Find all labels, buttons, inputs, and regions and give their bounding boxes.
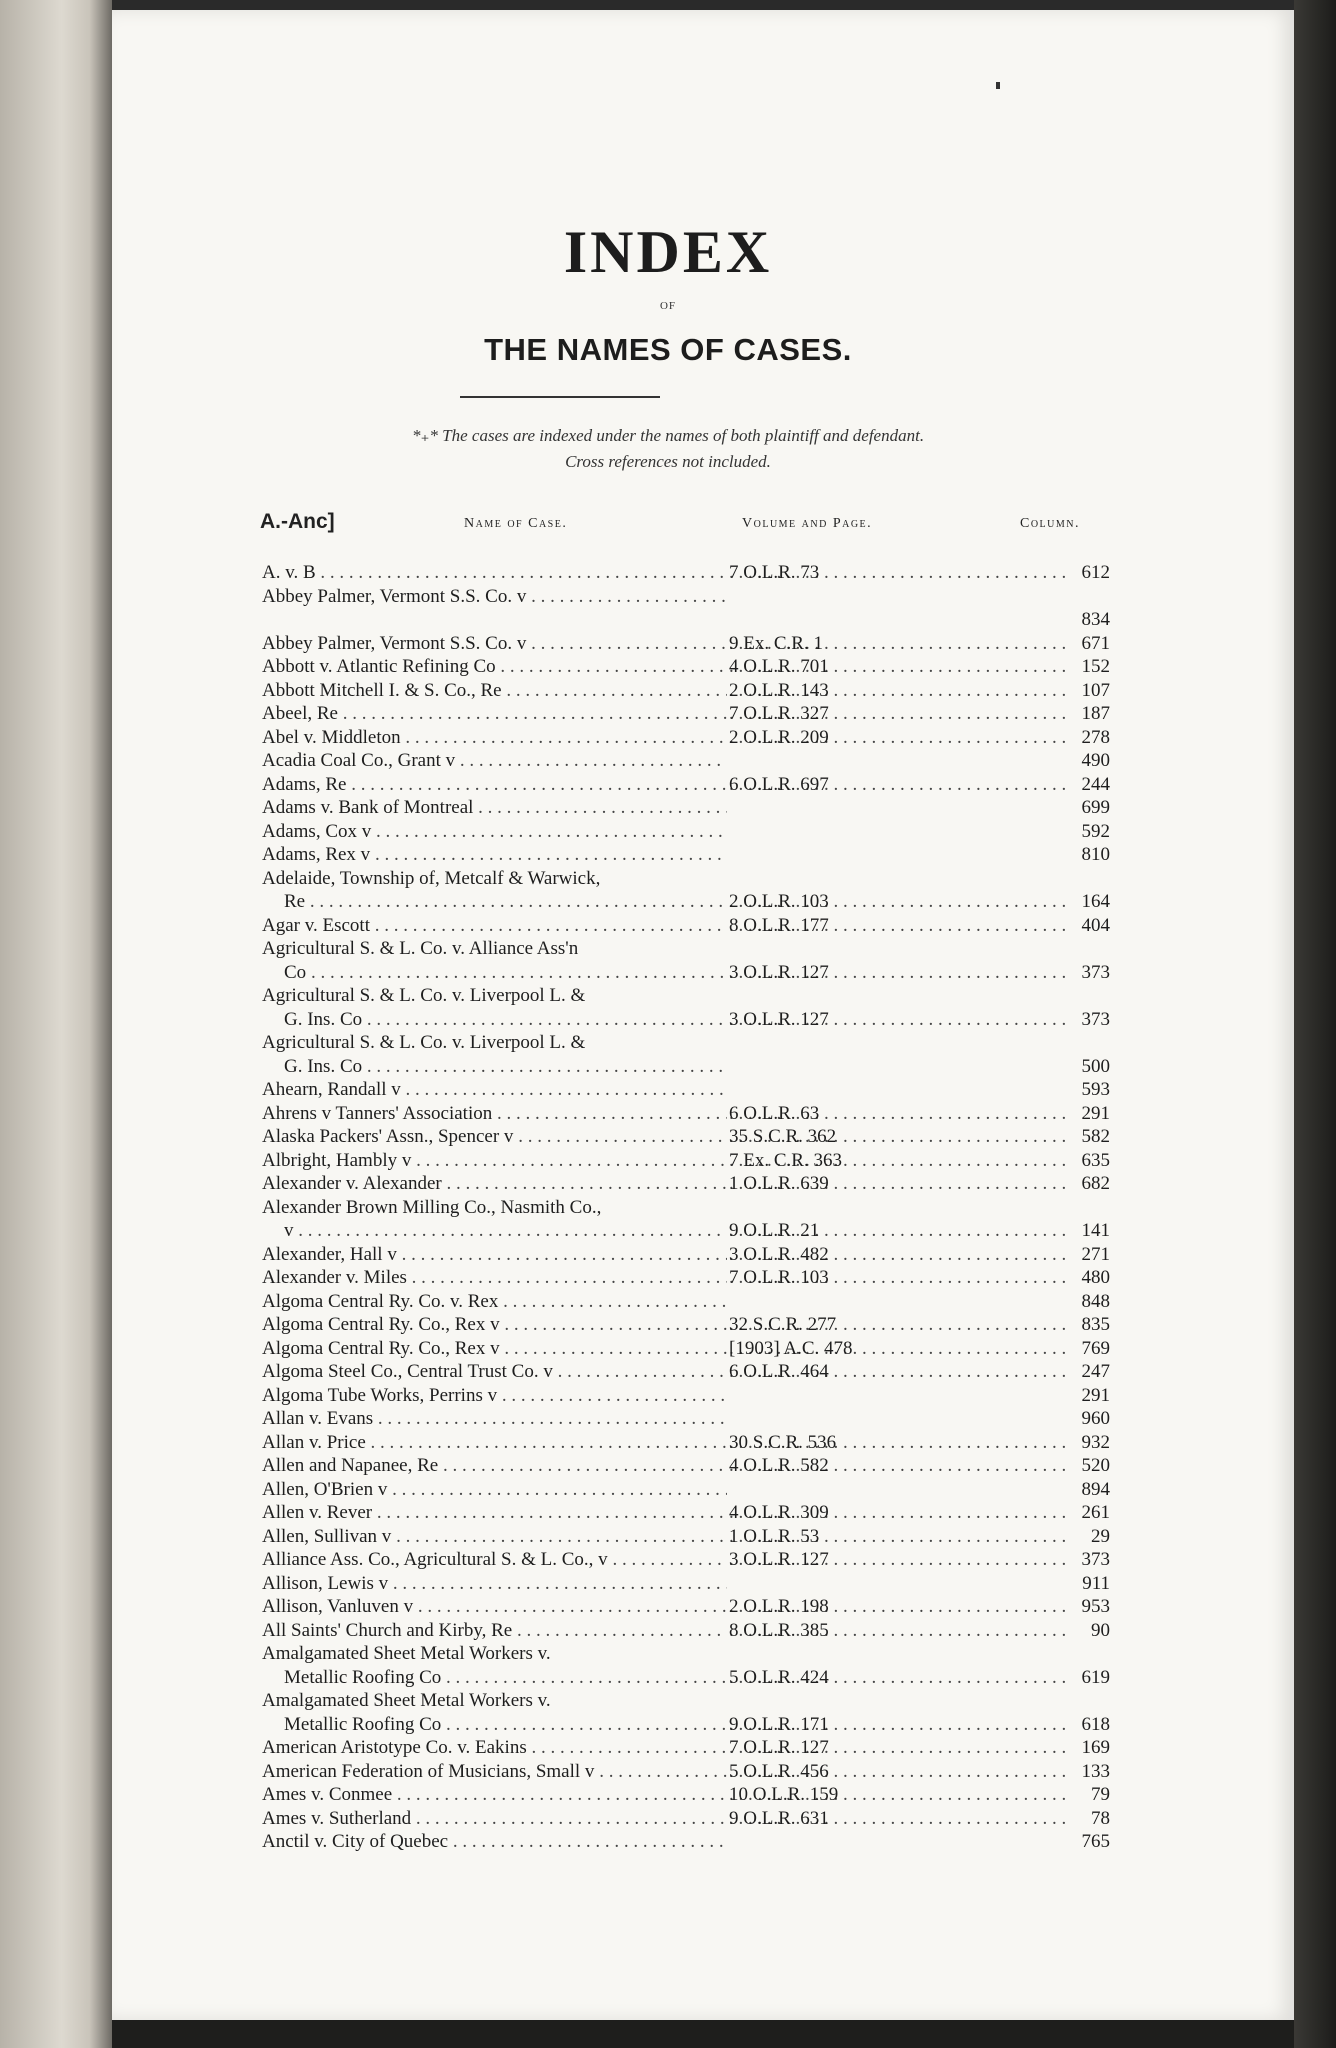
case-name: Ames v. Sutherland . . . xyxy=(262,1807,727,1831)
case-name: v . . . xyxy=(284,1219,727,1243)
column-number: 932 xyxy=(1081,1431,1110,1453)
index-entry xyxy=(0,1760,1336,1784)
volume-ref: 35 S.C.R. 362 xyxy=(729,1126,837,1147)
note-line-2: Cross references not included. xyxy=(565,452,771,471)
case-name: Agricultural S. & L. Co. v. Liverpool L. & xyxy=(262,1032,586,1053)
index-entry xyxy=(0,1008,1336,1032)
index-entry xyxy=(0,1078,1336,1102)
index-entry xyxy=(0,1055,1336,1079)
case-name: Alexander Brown Milling Co., Nasmith Co., xyxy=(262,1196,602,1218)
volume-ref: 3 O.L.R. 127 xyxy=(729,1008,829,1030)
index-entry xyxy=(0,1736,1336,1760)
page-edge-bottom xyxy=(112,2020,1294,2048)
volume-ref: 6 O.L.R. 63 xyxy=(729,1102,820,1124)
index-entry xyxy=(0,1807,1336,1831)
volume-ref: 30 S.C.R. 536 xyxy=(729,1431,837,1453)
index-entry xyxy=(0,1407,1336,1431)
case-name: Alexander v. Alexander . . . xyxy=(262,1172,727,1196)
column-number: 271 xyxy=(1081,1243,1110,1265)
case-name: Agar v. Escott . . . xyxy=(262,914,727,938)
index-entry xyxy=(0,679,1336,703)
case-name: Allan v. Evans . . . xyxy=(262,1407,727,1431)
column-number: 278 xyxy=(1081,726,1110,748)
volume-and-page xyxy=(729,890,1069,914)
index-entry xyxy=(0,726,1336,750)
case-name: Adams, Rex v . . . xyxy=(262,843,727,867)
column-number: 247 xyxy=(1081,1361,1110,1382)
column-number: 107 xyxy=(1081,679,1110,701)
volume-and-page xyxy=(729,1619,1069,1643)
case-name: Ahearn, Randall v . . . xyxy=(262,1078,727,1102)
case-name: Adams v. Bank of Montreal . . . xyxy=(262,796,727,820)
case-name: American Aristotype Co. v. Eakins . . . xyxy=(262,1736,727,1760)
volume-and-page xyxy=(729,1501,1069,1525)
index-entry xyxy=(0,843,1336,867)
column-number: 291 xyxy=(1081,1102,1110,1124)
index-entry xyxy=(0,1454,1336,1478)
volume-ref: 32 S.C.R. 277 xyxy=(729,1314,837,1335)
column-number: 618 xyxy=(1081,1713,1110,1735)
volume-and-page xyxy=(729,1760,1069,1784)
volume-ref: 2 O.L.R. 209 xyxy=(729,726,829,748)
volume-ref: 4 O.L.R. 309 xyxy=(729,1502,829,1523)
volume-ref: 9 Ex. C.R. 1 xyxy=(729,632,823,654)
index-entry xyxy=(0,1102,1336,1126)
index-entry xyxy=(0,1290,1336,1314)
index-entry xyxy=(0,937,1336,961)
case-name: All Saints' Church and Kirby, Re . . . xyxy=(262,1619,727,1643)
index-entry xyxy=(0,1642,1336,1666)
volume-and-page xyxy=(729,1360,1069,1384)
volume-and-page xyxy=(729,726,1069,750)
title-rule xyxy=(460,396,660,398)
index-entry xyxy=(0,1125,1336,1149)
case-name: G. Ins. Co . . . xyxy=(284,1008,727,1032)
volume-ref: [1903] A.C. 478 xyxy=(729,1337,853,1359)
column-number: 261 xyxy=(1081,1502,1110,1523)
volume-and-page xyxy=(729,1125,1069,1149)
header-name-of-case: Name of Case. xyxy=(464,516,568,531)
case-name: Adelaide, Township of, Metcalf & Warwick, xyxy=(262,867,601,889)
column-number: 582 xyxy=(1081,1126,1110,1147)
volume-ref: 8 O.L.R. 385 xyxy=(729,1619,829,1641)
volume-and-page xyxy=(729,1313,1069,1337)
index-entry xyxy=(0,1172,1336,1196)
index-entry xyxy=(0,1572,1336,1596)
index-entry xyxy=(0,655,1336,679)
case-name: Ahrens v Tanners' Association . . . xyxy=(262,1102,727,1126)
case-name: Adams, Re . . . xyxy=(262,773,727,797)
case-name: Abbey Palmer, Vermont S.S. Co. v . . . xyxy=(262,632,727,656)
volume-ref: 9 O.L.R. 21 xyxy=(729,1220,820,1241)
column-number: 520 xyxy=(1081,1455,1110,1476)
case-name: Abbey Palmer, Vermont S.S. Co. v . . . xyxy=(262,585,727,609)
case-name: Re . . . xyxy=(284,890,727,914)
volume-ref: 9 O.L.R. 171 xyxy=(729,1713,829,1735)
case-name: Metallic Roofing Co . . . xyxy=(284,1713,727,1737)
column-number: 835 xyxy=(1081,1314,1110,1335)
volume-and-page xyxy=(729,655,1069,679)
case-name: Allen, Sullivan v . . . xyxy=(262,1525,727,1549)
index-entry xyxy=(0,702,1336,726)
index-entry xyxy=(0,1689,1336,1713)
case-index-list xyxy=(0,561,1336,1854)
index-entry xyxy=(0,1525,1336,1549)
index-entry xyxy=(0,1243,1336,1267)
column-number: 90 xyxy=(1091,1619,1110,1641)
case-name: Abeel, Re . . . xyxy=(262,702,727,726)
index-entry xyxy=(0,890,1336,914)
column-number: 78 xyxy=(1091,1807,1110,1829)
index-entry xyxy=(0,984,1336,1008)
column-number: 373 xyxy=(1081,1549,1110,1570)
volume-and-page xyxy=(729,1666,1069,1690)
volume-and-page xyxy=(729,1008,1069,1032)
column-number: 500 xyxy=(1081,1055,1110,1077)
column-number: 671 xyxy=(1081,632,1110,654)
column-number: 682 xyxy=(1081,1173,1110,1194)
volume-ref: 7 Ex. C.R. 363 xyxy=(729,1149,842,1171)
index-entry xyxy=(0,585,1336,609)
case-name: Amalgamated Sheet Metal Workers v. xyxy=(262,1690,551,1711)
column-number: 480 xyxy=(1081,1267,1110,1288)
volume-and-page xyxy=(729,1548,1069,1572)
case-name: Alaska Packers' Assn., Spencer v . . . xyxy=(262,1125,727,1149)
case-name: Algoma Steel Co., Central Trust Co. v . . . xyxy=(262,1360,727,1384)
case-name: Albright, Hambly v . . . xyxy=(262,1149,727,1173)
volume-and-page xyxy=(729,961,1069,985)
index-entry xyxy=(0,749,1336,773)
case-name: Allen, O'Brien v . . . xyxy=(262,1478,727,1502)
case-name: Acadia Coal Co., Grant v . . . xyxy=(262,749,727,773)
case-name: Adams, Cox v . . . xyxy=(262,820,727,844)
index-entry xyxy=(0,1219,1336,1243)
volume-ref: 3 O.L.R. 482 xyxy=(729,1243,829,1265)
column-number: 244 xyxy=(1081,773,1110,795)
case-name: Allen and Napanee, Re . . . xyxy=(262,1454,727,1478)
column-number: 404 xyxy=(1081,914,1110,936)
volume-ref: 7 O.L.R. 127 xyxy=(729,1737,829,1758)
volume-ref: 7 O.L.R. 103 xyxy=(729,1267,829,1288)
case-name: G. Ins. Co . . . xyxy=(284,1055,727,1079)
column-number: 133 xyxy=(1081,1760,1110,1782)
case-name: Allison, Vanluven v . . . xyxy=(262,1595,727,1619)
index-entry xyxy=(0,1548,1336,1572)
column-number: 894 xyxy=(1081,1478,1110,1500)
volume-and-page xyxy=(729,1172,1069,1196)
column-number: 960 xyxy=(1081,1408,1110,1429)
index-note xyxy=(0,423,1336,475)
index-entry xyxy=(0,1478,1336,1502)
case-name: Abbott v. Atlantic Refining Co . . . xyxy=(262,655,727,679)
column-number: 187 xyxy=(1081,703,1110,724)
column-number: 699 xyxy=(1081,797,1110,818)
index-entry xyxy=(0,1031,1336,1055)
volume-ref: 2 O.L.R. 198 xyxy=(729,1596,829,1617)
column-number: 619 xyxy=(1081,1666,1110,1688)
case-name: Ames v. Conmee . . . xyxy=(262,1783,727,1807)
volume-ref: 10 O.L.R. 159 xyxy=(729,1784,839,1805)
index-entry xyxy=(0,914,1336,938)
index-entry xyxy=(0,867,1336,891)
column-number: 593 xyxy=(1081,1079,1110,1100)
note-line-1: *₊* The cases are indexed under the names of both plaintiff and defendant. xyxy=(411,426,925,445)
case-name: Alexander, Hall v . . . xyxy=(262,1243,727,1267)
index-entry xyxy=(0,1595,1336,1619)
index-entry xyxy=(0,632,1336,656)
case-name: Alliance Ass. Co., Agricultural S. & L. Co., v . . . xyxy=(262,1548,727,1572)
volume-and-page xyxy=(729,1102,1069,1126)
volume-ref: 7 O.L.R. 327 xyxy=(729,703,829,724)
volume-and-page xyxy=(729,1266,1069,1290)
index-entry xyxy=(0,1196,1336,1220)
header-volume-and-page: Volume and Page. xyxy=(742,516,873,531)
column-number: 911 xyxy=(1082,1572,1110,1594)
volume-and-page xyxy=(729,1736,1069,1760)
volume-and-page xyxy=(729,632,1069,656)
volume-and-page xyxy=(729,1243,1069,1267)
column-number: 612 xyxy=(1081,562,1110,583)
index-entry xyxy=(0,1666,1336,1690)
ink-speck xyxy=(996,82,1000,89)
volume-and-page xyxy=(729,1337,1069,1361)
case-name: Agricultural S. & L. Co. v. Alliance Ass'n xyxy=(262,938,579,959)
volume-ref: 5 O.L.R. 424 xyxy=(729,1666,829,1688)
column-number: 29 xyxy=(1091,1525,1110,1547)
volume-ref: 4 O.L.R. 701 xyxy=(729,656,829,677)
index-entry xyxy=(0,1783,1336,1807)
case-name: Algoma Central Ry. Co., Rex v . . . xyxy=(262,1313,727,1337)
case-name: Allison, Lewis v . . . xyxy=(262,1572,727,1596)
case-name: Amalgamated Sheet Metal Workers v. xyxy=(262,1643,551,1664)
column-number: 169 xyxy=(1081,1737,1110,1758)
column-number: 953 xyxy=(1081,1596,1110,1617)
case-name: Co . . . xyxy=(284,961,727,985)
volume-ref: 5 O.L.R. 456 xyxy=(729,1760,829,1782)
volume-and-page xyxy=(729,1431,1069,1455)
index-entry xyxy=(0,561,1336,585)
case-name: Algoma Central Ry. Co., Rex v . . . xyxy=(262,1337,727,1361)
case-name: Alexander v. Miles . . . xyxy=(262,1266,727,1290)
index-entry xyxy=(0,961,1336,985)
volume-and-page xyxy=(729,1454,1069,1478)
volume-ref: 6 O.L.R. 464 xyxy=(729,1361,829,1382)
volume-ref: 1 O.L.R. 53 xyxy=(729,1525,820,1547)
index-entry xyxy=(0,1149,1336,1173)
volume-and-page xyxy=(729,1713,1069,1737)
case-name: Abbott Mitchell I. & S. Co., Re . . . xyxy=(262,679,727,703)
case-name: A. v. B . . . xyxy=(262,561,727,585)
column-headers xyxy=(148,510,1128,540)
case-name: Metallic Roofing Co . . . xyxy=(284,1666,727,1690)
volume-ref: 3 O.L.R. 127 xyxy=(729,1549,829,1570)
volume-ref: 2 O.L.R. 143 xyxy=(729,679,829,701)
volume-ref: 9 O.L.R. 631 xyxy=(729,1807,829,1829)
volume-ref: 1 O.L.R. 639 xyxy=(729,1173,829,1194)
index-entry xyxy=(0,1830,1336,1854)
case-name: Algoma Central Ry. Co. v. Rex . . . xyxy=(262,1290,727,1314)
volume-and-page xyxy=(729,561,1069,585)
index-entry xyxy=(0,1431,1336,1455)
index-entry xyxy=(0,796,1336,820)
volume-and-page xyxy=(729,1595,1069,1619)
case-name: American Federation of Musicians, Small v . . . xyxy=(262,1760,727,1784)
volume-and-page xyxy=(729,1219,1069,1243)
volume-and-page xyxy=(729,679,1069,703)
index-entry xyxy=(0,1501,1336,1525)
volume-and-page xyxy=(729,914,1069,938)
index-entry xyxy=(0,1619,1336,1643)
volume-ref: 2 O.L.R. 103 xyxy=(729,891,829,912)
index-entry xyxy=(0,1713,1336,1737)
column-number: 373 xyxy=(1081,1008,1110,1030)
column-number: 141 xyxy=(1081,1220,1110,1241)
column-number: 769 xyxy=(1081,1337,1110,1359)
volume-ref: 4 O.L.R. 582 xyxy=(729,1455,829,1476)
header-column: Column. xyxy=(1020,516,1081,531)
index-entry xyxy=(0,1360,1336,1384)
column-number: 79 xyxy=(1091,1784,1110,1805)
case-name: Abel v. Middleton . . . xyxy=(262,726,727,750)
index-entry xyxy=(0,820,1336,844)
page-subtitle: THE NAMES OF CASES. xyxy=(484,332,852,367)
volume-and-page xyxy=(729,702,1069,726)
column-number: 848 xyxy=(1081,1290,1110,1312)
column-number: 834 xyxy=(1081,609,1110,630)
column-number: 164 xyxy=(1081,891,1110,912)
column-number: 490 xyxy=(1081,750,1110,771)
index-entry xyxy=(0,1337,1336,1361)
volume-ref: 6 O.L.R. 697 xyxy=(729,773,829,795)
column-number: 635 xyxy=(1081,1149,1110,1171)
volume-ref: 3 O.L.R. 127 xyxy=(729,961,829,983)
index-entry xyxy=(0,608,1336,632)
section-range: A.-Anc] xyxy=(260,510,335,533)
index-entry xyxy=(0,1313,1336,1337)
case-name: Anctil v. City of Quebec . . . xyxy=(262,1830,727,1854)
index-entry xyxy=(0,1384,1336,1408)
volume-and-page xyxy=(729,1783,1069,1807)
column-number: 810 xyxy=(1081,844,1110,865)
page-title: INDEX xyxy=(563,219,773,285)
index-entry xyxy=(0,773,1336,797)
volume-ref: 8 O.L.R. 177 xyxy=(729,914,829,936)
column-number: 592 xyxy=(1081,820,1110,842)
column-number: 765 xyxy=(1081,1831,1110,1852)
case-name: Agricultural S. & L. Co. v. Liverpool L. & xyxy=(262,985,586,1006)
volume-and-page xyxy=(729,1149,1069,1173)
volume-and-page xyxy=(729,773,1069,797)
case-name: Algoma Tube Works, Perrins v . . . xyxy=(262,1384,727,1408)
case-name: Allen v. Rever . . . xyxy=(262,1501,727,1525)
case-name: Allan v. Price . . . xyxy=(262,1431,727,1455)
column-number: 152 xyxy=(1081,656,1110,677)
volume-and-page xyxy=(729,1807,1069,1831)
column-number: 373 xyxy=(1081,961,1110,983)
volume-and-page xyxy=(729,1525,1069,1549)
column-number: 291 xyxy=(1081,1384,1110,1406)
volume-ref: 7 O.L.R. 73 xyxy=(729,562,820,583)
title-of: OF xyxy=(659,300,677,312)
index-entry xyxy=(0,1266,1336,1290)
